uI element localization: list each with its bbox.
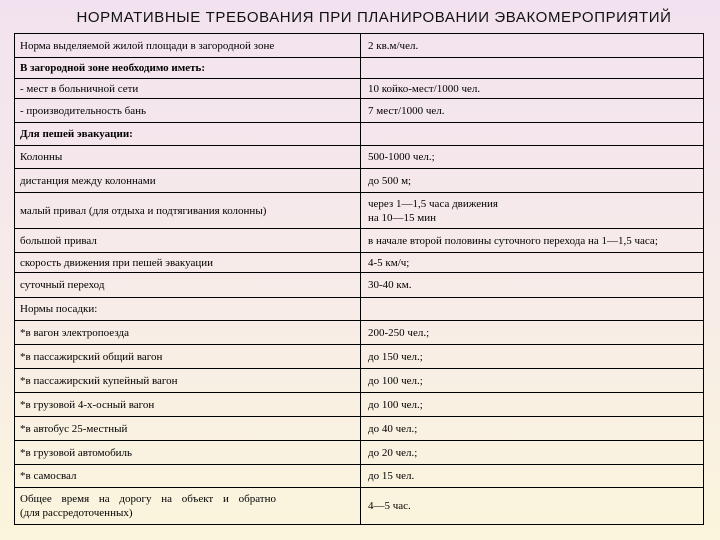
table-row xyxy=(15,393,704,417)
section-heading: Нормы посадки: xyxy=(15,298,361,321)
table-row xyxy=(15,99,704,123)
row-label: Колонны xyxy=(15,146,361,169)
section-row xyxy=(15,298,704,321)
row-label: - мест в больничной сети xyxy=(15,79,361,99)
table-row xyxy=(15,345,704,369)
row-value-line: на 10—15 мин xyxy=(368,211,437,224)
row-value: 7 мест/1000 чел. xyxy=(361,99,704,123)
slide-title: НОРМАТИВНЫЕ ТРЕБОВАНИЯ ПРИ ПЛАНИРОВАНИИ ЭВАКОМЕРОПРИЯТИЙ xyxy=(76,9,672,26)
row-label: Норма выделяемой жилой площади в загородной зоне xyxy=(15,34,361,58)
table-row xyxy=(15,441,704,465)
row-label: *в грузовой 4-х-осный вагон xyxy=(15,393,361,417)
row-label: большой привал xyxy=(15,229,361,253)
row-label xyxy=(15,488,361,525)
table-row xyxy=(15,369,704,393)
table-row xyxy=(15,34,704,58)
table-row xyxy=(15,417,704,441)
row-value: до 15 чел. xyxy=(361,465,704,488)
table-row xyxy=(15,79,704,99)
row-value xyxy=(361,193,704,229)
table-row xyxy=(15,193,704,229)
row-label: *в пассажирский купейный вагон xyxy=(15,369,361,393)
row-value: до 100 чел.; xyxy=(361,393,704,417)
table-row xyxy=(15,273,704,298)
table-row xyxy=(15,321,704,345)
section-heading: В загородной зоне необходимо иметь: xyxy=(15,58,361,79)
row-label: *в грузовой автомобиль xyxy=(15,441,361,465)
row-label: - производительность бань xyxy=(15,99,361,123)
norms-table xyxy=(14,33,704,525)
table-row xyxy=(15,465,704,488)
empty-cell xyxy=(361,298,704,321)
row-label: *в самосвал xyxy=(15,465,361,488)
section-row xyxy=(15,58,704,79)
row-value: 10 койко-мест/1000 чел. xyxy=(361,79,704,99)
empty-cell xyxy=(361,123,704,146)
row-value: до 150 чел.; xyxy=(361,345,704,369)
row-label: скорость движения при пешей эвакуации xyxy=(15,253,361,273)
row-value: 30-40 км. xyxy=(361,273,704,298)
row-value-line: через 1—1,5 часа движения xyxy=(368,197,498,210)
row-value: до 100 чел.; xyxy=(361,369,704,393)
row-label: *в пассажирский общий вагон xyxy=(15,345,361,369)
table-row xyxy=(15,169,704,193)
row-label-line: (для рассредоточенных) xyxy=(20,507,133,519)
row-value: 4—5 час. xyxy=(361,488,704,525)
section-row xyxy=(15,123,704,146)
row-label: дистанция между колоннами xyxy=(15,169,361,193)
row-label: *в автобус 25-местный xyxy=(15,417,361,441)
row-value: до 20 чел.; xyxy=(361,441,704,465)
row-value: 500-1000 чел.; xyxy=(361,146,704,169)
row-value: до 40 чел.; xyxy=(361,417,704,441)
row-label: малый привал (для отдыха и подтягивания колонны) xyxy=(15,193,361,229)
row-value: 200-250 чел.; xyxy=(361,321,704,345)
row-label-line: Общее время на дорогу на объект и обратно xyxy=(20,493,276,505)
row-value: в начале второй половины суточного перехода на 1—1,5 часа; xyxy=(361,229,704,253)
table-row xyxy=(15,253,704,273)
row-label: суточный переход xyxy=(15,273,361,298)
table-row xyxy=(15,488,704,525)
table-row xyxy=(15,229,704,253)
row-value: до 500 м; xyxy=(361,169,704,193)
row-label: *в вагон электропоезда xyxy=(15,321,361,345)
section-heading: Для пешей эвакуации: xyxy=(15,123,361,146)
empty-cell xyxy=(361,58,704,79)
row-value: 2 кв.м/чел. xyxy=(361,34,704,58)
table-row xyxy=(15,146,704,169)
row-value: 4-5 км/ч; xyxy=(361,253,704,273)
